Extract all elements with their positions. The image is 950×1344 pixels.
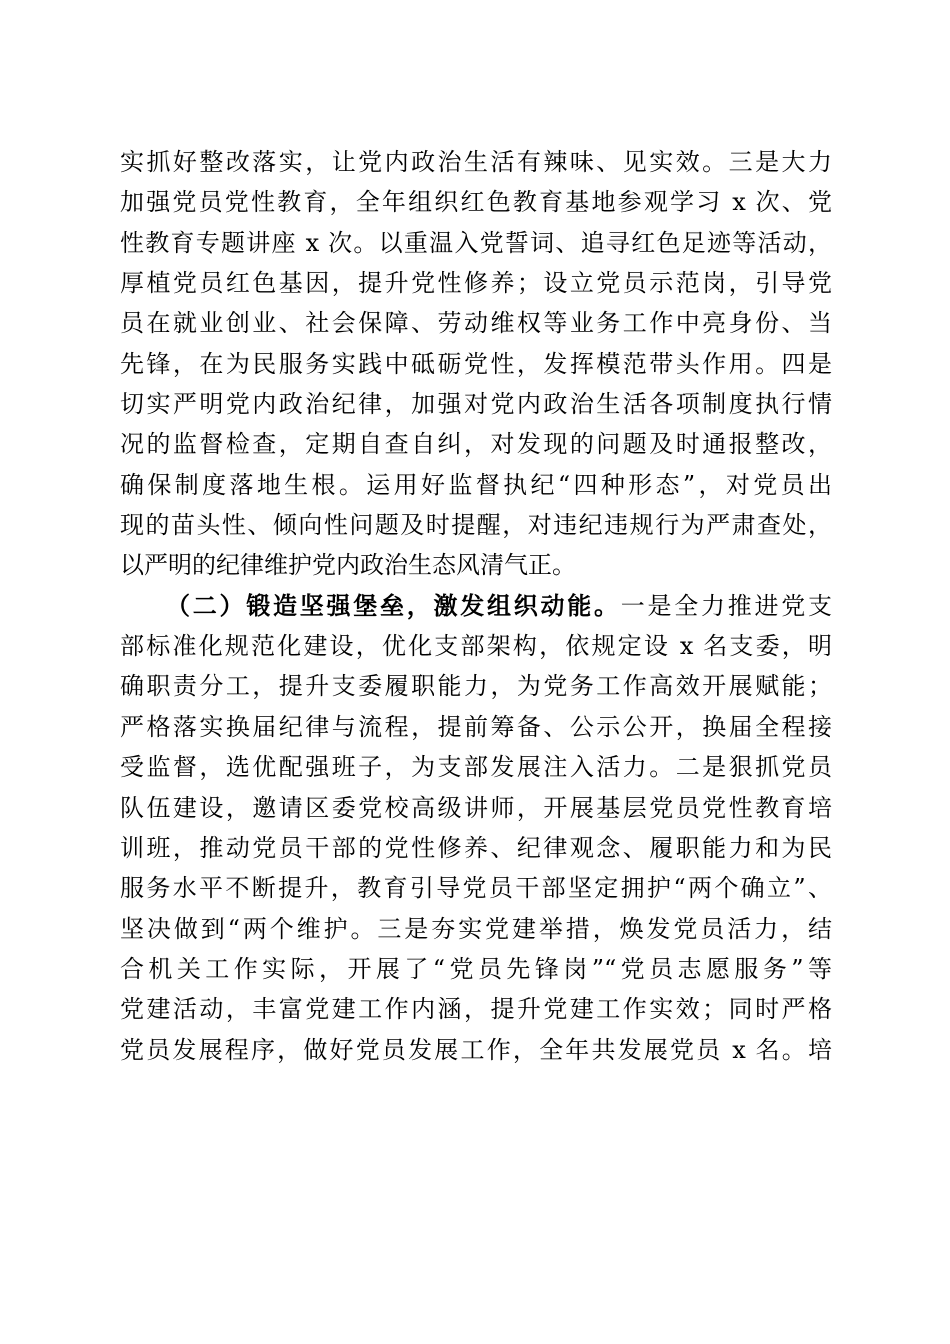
paragraph-1: [120, 142, 832, 586]
text-line: 员在就业创业、社会保障、劳动维权等业务工作中亮身份、当: [120, 309, 832, 338]
paragraph-2: [120, 586, 832, 1070]
section-heading: （二）锻造坚强堡垒，激发组织动能。: [166, 590, 621, 620]
text-line: 实抓好整改落实，让党内政治生活有辣味、见实效。三是大力: [120, 148, 832, 176]
paragraph-first-line: [120, 586, 832, 626]
text-line: 先锋，在为民服务实践中砥砺党性，发挥模范带头作用。四是: [120, 349, 832, 378]
text-line: 确职责分工，提升支委履职能力，为党务工作高效开展赋能；: [120, 672, 832, 701]
text-line: 确保制度落地生根。运用好监督执纪“四种形态”，对党员出: [120, 470, 832, 499]
text-line: 受监督，选优配强班子，为支部发展注入活力。二是狠抓党员: [120, 753, 832, 782]
text-line: 合机关工作实际，开展了“党员先锋岗”“党员志愿服务”等: [120, 954, 832, 983]
text-line: 以严明的纪律维护党内政治生态风清气正。: [120, 551, 576, 580]
text-line: 严格落实换届纪律与流程，提前筹备、公示公开，换届全程接: [120, 712, 832, 741]
text-line: 部标准化规范化建设，优化支部架构，依规定设 x 名支委，明: [120, 632, 832, 661]
text-line: 况的监督检查，定期自查自纠，对发现的问题及时通报整改，: [120, 430, 832, 459]
text-line: 坚决做到“两个维护。三是夯实党建举措，焕发党员活力，结: [120, 914, 832, 943]
text-line: 厚植党员红色基因，提升党性修养；设立党员示范岗，引导党: [120, 269, 832, 298]
text-line: 切实严明党内政治纪律，加强对党内政治生活各项制度执行情: [120, 390, 832, 419]
heading-line-text: 一是全力推进党支: [620, 591, 832, 620]
text-line: 性教育专题讲座 x 次。以重温入党誓词、追寻红色足迹等活动，: [120, 228, 832, 257]
text-line: 加强党员党性教育，全年组织红色教育基地参观学习 x 次、党: [120, 188, 832, 217]
document-body: [120, 142, 832, 1070]
text-line: 党员发展程序，做好党员发展工作，全年共发展党员 x 名。培: [120, 1035, 832, 1064]
text-line: 队伍建设，邀请区委党校高级讲师，开展基层党员党性教育培: [120, 793, 832, 822]
text-line: 现的苗头性、倾向性问题及时提醒，对违纪违规行为严肃查处，: [120, 511, 832, 540]
text-line: 服务水平不断提升，教育引导党员干部坚定拥护“两个确立”、: [120, 874, 832, 903]
text-line: 训班，推动党员干部的党性修养、纪律观念、履职能力和为民: [120, 833, 832, 862]
text-line: 党建活动，丰富党建工作内涵，提升党建工作实效；同时严格: [120, 995, 832, 1024]
